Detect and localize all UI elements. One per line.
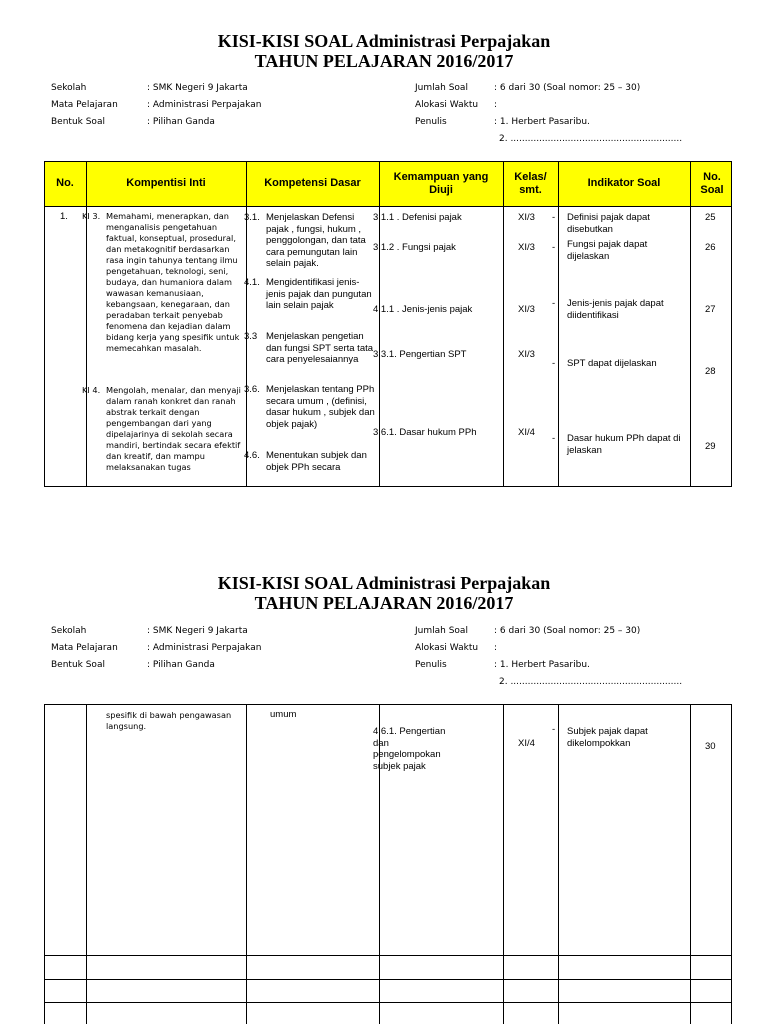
nosoal-3: 27 xyxy=(705,304,716,315)
indikator-1: Definisi pajak dapat disebutkan xyxy=(567,212,650,235)
bentuk-value: : Pilihan Ganda xyxy=(147,117,215,127)
ki-continued-text: spesifik di bawah pengawasan langsung. xyxy=(106,710,232,731)
kd-4-6-text: Menentukan subjek dan objek PPh secara xyxy=(266,450,367,473)
ki4-number: KI 4. xyxy=(82,385,101,395)
dash-4: - xyxy=(552,358,556,369)
alokasi-value-2: : xyxy=(494,643,498,653)
kd-3-1-text: Menjelaskan Defensi pajak , fungsi, hukum , penggolongan, dan tata cara pemungutan lain selain pajak. xyxy=(266,212,366,269)
kd-4-6-num: 4.6. xyxy=(244,450,260,461)
page-subtitle: TAHUN PELAJARAN 2016/2017 xyxy=(254,51,514,71)
kemampuan-6-num xyxy=(373,726,503,772)
kelas-3: XI/3 xyxy=(518,304,535,315)
kelas-4: XI/3 xyxy=(518,349,535,360)
header-kd: Kompetensi Dasar xyxy=(264,177,361,189)
row-number: 1. xyxy=(60,211,68,222)
header-kemampuan: Kemampuan yang Diuji xyxy=(393,170,489,196)
kemampuan-3: 4.1.1 . Jenis-jenis pajak xyxy=(373,304,473,315)
kelas-6: XI/4 xyxy=(518,738,535,749)
penulis2-value-2: 2. ............................................................ xyxy=(499,677,683,687)
dash-3: - xyxy=(552,298,556,309)
sekolah-value: : SMK Negeri 9 Jakarta xyxy=(147,83,248,93)
meta-left-2 xyxy=(51,623,351,674)
ki4-text: Mengolah, menalar, dan menyaji dalam ranah konkret dan ranah abstrak terkait dengan pengembangan dari yang dipelajarinya di sekolah secara mandiri, bertindak secara efektif dan kreatif, dan mampu melaksanakan tugas xyxy=(106,385,241,472)
alokasi-label: Alokasi Waktu xyxy=(415,100,479,110)
indikator-2: Fungsi pajak dapat dijelaskan xyxy=(567,239,648,262)
mapel-value-2: : Administrasi Perpajakan xyxy=(147,643,262,653)
dash-2: - xyxy=(552,242,556,253)
mapel-label: Mata Pelajaran xyxy=(51,100,118,110)
bentuk-label: Bentuk Soal xyxy=(51,117,105,127)
nosoal-2: 26 xyxy=(705,242,716,253)
penulis-value: : 1. Herbert Pasaribu. xyxy=(494,117,590,127)
kd-3-6-num: 3.6. xyxy=(244,384,260,395)
page-subtitle-2: TAHUN PELAJARAN 2016/2017 xyxy=(254,593,514,613)
nosoal-5: 29 xyxy=(705,441,716,452)
kelas-2: XI/3 xyxy=(518,242,535,253)
bentuk-label-2: Bentuk Soal xyxy=(51,660,105,670)
penulis-label: Penulis xyxy=(415,117,447,127)
penulis2-value: 2. ............................................................ xyxy=(499,134,683,144)
sekolah-label-2: Sekolah xyxy=(51,626,87,636)
sekolah-value-2: : SMK Negeri 9 Jakarta xyxy=(147,626,248,636)
kd-3-6-text: Menjelaskan tentang PPh secara umum , (definisi, dasar hukum , subjek dan objek pajak) xyxy=(266,384,375,430)
jumlah-value: : 6 dari 30 (Soal nomor: 25 – 30) xyxy=(494,83,641,93)
kd-3-1-num: 3.1. xyxy=(244,212,260,223)
page-title-2: KISI-KISI SOAL Administrasi Perpajakan xyxy=(217,573,551,593)
kd-3-3-text: Menjelaskan pengetian dan fungsi SPT serta tata cara penyelesaiannya xyxy=(266,331,374,365)
penulis-value-2: : 1. Herbert Pasaribu. xyxy=(494,660,590,670)
sekolah-label: Sekolah xyxy=(51,83,87,93)
kemampuan-1: 3.1.1 . Defenisi pajak xyxy=(373,212,462,223)
mapel-label-2: Mata Pelajaran xyxy=(51,643,118,653)
jumlah-label: Jumlah Soal xyxy=(415,83,468,93)
kemampuan-2: 3.1.2 . Fungsi pajak xyxy=(373,242,456,253)
indikator-5: Dasar hukum PPh dapat di jelaskan xyxy=(567,433,681,456)
dash-5: - xyxy=(552,433,556,444)
ki3-number: KI 3. xyxy=(82,211,101,221)
kd-4-1-text: Mengidentifikasi jenis-jenis pajak dan pungutan lain selain pajak xyxy=(266,277,372,311)
kemampuan-5: 3.6.1. Dasar hukum PPh xyxy=(373,427,477,438)
kelas-5: XI/4 xyxy=(518,427,535,438)
kemampuan-4: 3.3.1. Pengertian SPT xyxy=(373,349,467,360)
kemampuan-6: 4.6.1. Pengertian dan pengelompokan subjek pajak xyxy=(373,726,446,772)
header-kelas: Kelas/ smt. xyxy=(514,170,547,196)
alokasi-value: : xyxy=(494,100,498,110)
nosoal-4: 28 xyxy=(705,366,716,377)
indikator-3: Jenis-jenis pajak dapat diidentifikasi xyxy=(567,298,664,321)
header-indikator: Indikator Soal xyxy=(587,177,661,189)
kisi-table-2 xyxy=(44,704,732,1024)
meta-right-2 xyxy=(415,623,755,691)
nosoal-6: 30 xyxy=(705,741,716,752)
header-no: No. xyxy=(56,177,74,189)
header-nosoal: No. Soal xyxy=(700,170,724,196)
bentuk-value-2: : Pilihan Ganda xyxy=(147,660,215,670)
nosoal-1: 25 xyxy=(705,212,716,223)
jumlah-value-2: : 6 dari 30 (Soal nomor: 25 – 30) xyxy=(494,626,641,636)
page-title: KISI-KISI SOAL Administrasi Perpajakan xyxy=(217,31,551,51)
mapel-value: : Administrasi Perpajakan xyxy=(147,100,262,110)
kd-continued-text: umum xyxy=(270,709,297,720)
indikator-6: Subjek pajak dapat dikelompokkan xyxy=(567,726,648,749)
ki3-text: Memahami, menerapkan, dan menganalisis pengetahuan faktual, konseptual, prosedural, dan metakognitif berdasarkan rasa ingin tahunya tentang ilmu pengetahuan, teknologi, seni, budaya, dan humaniora dalam wawasan kemanusiaan, kebangsaan, kenegaraan, dan peradaban terkait penyebab fenomena dan kejadian dalam bidang kerja yang spesifik untuk memecahkan masalah. xyxy=(106,211,240,353)
kd-3-3-num: 3.3 xyxy=(244,331,258,342)
alokasi-label-2: Alokasi Waktu xyxy=(415,643,479,653)
dash-6: - xyxy=(552,724,556,735)
kd-4-1-num: 4.1. xyxy=(244,277,260,288)
indikator-4: SPT dapat dijelaskan xyxy=(567,358,657,369)
dash-1: - xyxy=(552,212,556,223)
jumlah-label-2: Jumlah Soal xyxy=(415,626,468,636)
kelas-1: XI/3 xyxy=(518,212,535,223)
penulis-label-2: Penulis xyxy=(415,660,447,670)
header-ki: Kompentisi Inti xyxy=(126,177,206,189)
